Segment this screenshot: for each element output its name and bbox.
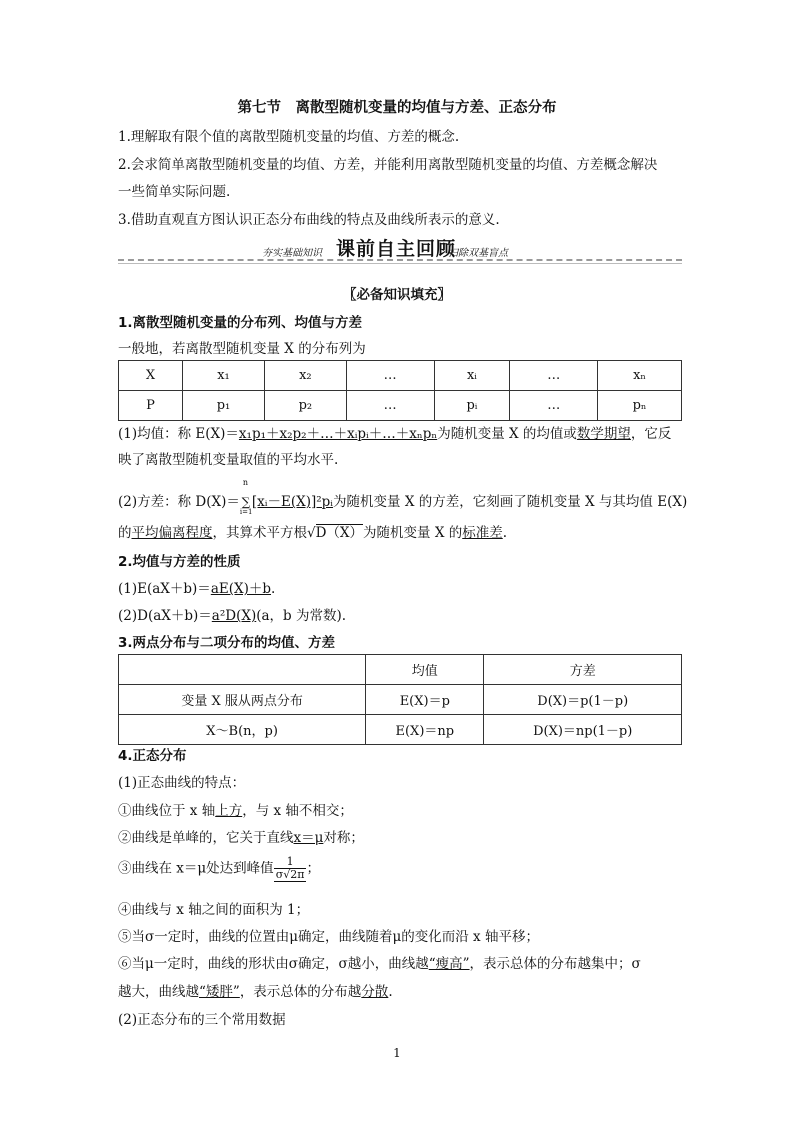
table-cell: 均值: [366, 655, 484, 685]
distribution-table: [118, 360, 682, 421]
sqrt-content: D（X）: [315, 525, 364, 541]
normal-common-data: (2)正态分布的三个常用数据: [118, 1012, 286, 1028]
text-span: ，表示总体的分布越: [239, 984, 362, 1000]
table-cell: E(X)＝np: [366, 715, 484, 745]
table-row: [119, 655, 682, 685]
section-3-heading: 3.两点分布与二项分布的均值、方差: [118, 635, 336, 651]
objective-2-cont: 一些简单实际问题.: [118, 184, 231, 200]
section-4-heading: 4.正态分布: [118, 748, 187, 764]
text-span: (1)均值：称 E(X)＝: [118, 426, 239, 442]
table-cell: 变量 X 服从两点分布: [119, 685, 366, 715]
table-row: [119, 685, 682, 715]
variance-formula: [xᵢ－E(X)]²pᵢ: [251, 494, 334, 510]
text-span: 的: [118, 525, 132, 541]
banner-title: 课前自主回顾: [336, 238, 457, 260]
feature-2: [118, 826, 364, 846]
section-box-title: 〖必备知识填充〗: [343, 287, 451, 303]
banner-left-text: 夯实基础知识: [262, 248, 322, 259]
text-span: 为随机变量 X 的均值或: [437, 426, 577, 442]
table-cell: X～B(n，p): [119, 715, 366, 745]
text-span: (2)D(aX＋b)＝: [118, 608, 212, 624]
text-span: (a，b 为常数).: [256, 608, 347, 624]
table-cell: …: [346, 361, 434, 391]
section-1-intro: 一般地，若离散型随机变量 X 的分布列为: [118, 341, 366, 357]
text-span: 为随机变量 X 的: [363, 525, 463, 541]
property-2-answer: a²D(X): [211, 608, 257, 624]
text-span: 越大，曲线越: [118, 984, 199, 1000]
property-1-answer: aE(X)＋b: [210, 581, 272, 597]
table-cell: …: [510, 391, 598, 421]
text-span: .: [388, 984, 393, 1000]
peak-value-fraction: [274, 856, 307, 882]
objective-2: 2.会求简单离散型随机变量的均值、方差，并能利用离散型随机变量的均值、方差概念解决: [118, 157, 658, 173]
table-cell: X: [119, 361, 183, 391]
page-number: 1: [393, 1046, 401, 1060]
table-cell: xₙ: [598, 361, 682, 391]
feature-6: [118, 952, 641, 972]
table-cell: x₁: [183, 361, 265, 391]
banner-right-text: 扫除双基盲点: [448, 248, 508, 259]
page-title: 第七节 离散型随机变量的均值与方差、正态分布: [237, 100, 557, 116]
text-span: ①曲线位于 x 轴: [118, 803, 216, 819]
table-cell: E(X)＝p: [366, 685, 484, 715]
table-cell: p₁: [183, 391, 265, 421]
sqrt-symbol: √: [307, 525, 316, 541]
table-cell: 方差: [484, 655, 682, 685]
sum-sign: ∑: [241, 495, 251, 509]
section-1-heading: 1.离散型随机变量的分布列、均值与方差: [118, 315, 363, 331]
feature-4: ④曲线与 x 轴之间的面积为 1；: [118, 902, 310, 918]
feature-2-answer: x＝μ: [293, 830, 324, 846]
banner-divider: [118, 259, 682, 261]
term-standard-deviation: 标准差: [462, 525, 503, 541]
table-cell: D(X)＝p(1－p): [484, 685, 682, 715]
text-span: ，它反: [630, 426, 672, 442]
table-cell: xᵢ: [434, 361, 510, 391]
mean-formula: x₁p₁＋x₂p₂＋…＋xᵢpᵢ＋…＋xₙpₙ: [238, 426, 438, 442]
text-span: ⑥当μ一定时，曲线的形状由σ确定，σ越小，曲线越: [118, 956, 429, 972]
banner-divider-2: [118, 263, 682, 264]
mean-definition-cont: 映了离散型随机变量取值的平均水平.: [118, 452, 339, 468]
objective-3: 3.借助直观直方图认识正态分布曲线的特点及曲线所表示的意义.: [118, 212, 500, 228]
text-span: ，其算术平方根: [212, 525, 307, 541]
table-cell: pᵢ: [434, 391, 510, 421]
feature-6-answer-c: 分散: [361, 984, 389, 1000]
text-span: (2)方差：称 D(X)＝: [118, 494, 240, 510]
table-cell: …: [346, 391, 434, 421]
text-span: (1)E(aX＋b)＝: [118, 581, 211, 597]
feature-1: [118, 799, 353, 819]
table-cell: P: [119, 391, 183, 421]
term-mean-deviation: 平均偏离程度: [131, 525, 213, 541]
table-cell: …: [510, 361, 598, 391]
feature-6-answer-b: “矮胖”: [199, 984, 240, 1000]
text-span: ③曲线在 x＝μ处达到峰值: [118, 860, 274, 877]
normal-curve-features: (1)正态曲线的特点：: [118, 775, 246, 791]
text-span: 为随机变量 X 的方差，它刻画了随机变量 X 与其均值 E(X): [333, 494, 688, 510]
text-span: ②曲线是单峰的，它关于直线: [118, 830, 294, 846]
text-span: .: [502, 525, 508, 541]
feature-3: [118, 856, 320, 882]
term-expectation: 数学期望: [576, 426, 631, 442]
feature-6-answer-a: “瘦高”: [428, 956, 470, 972]
summation-symbol: [239, 478, 253, 516]
feature-6-cont: [118, 980, 393, 1000]
variance-definition-cont: [118, 521, 507, 541]
objective-1: 1.理解取有限个值的离散型随机变量的均值、方差的概念.: [118, 129, 460, 145]
text-span: ；: [306, 860, 320, 877]
table-cell: x₂: [264, 361, 346, 391]
fraction-denominator: σ√2π: [275, 868, 305, 881]
mean-definition: [118, 422, 671, 442]
section-2-heading: 2.均值与方差的性质: [118, 554, 241, 570]
property-2: [118, 604, 346, 624]
sum-upper: n: [242, 478, 249, 487]
property-1: [118, 577, 275, 597]
feature-1-answer: 上方: [215, 803, 243, 819]
text-span: 对称；: [323, 830, 364, 846]
text-span: ，与 x 轴不相交；: [242, 803, 353, 819]
table-cell: [119, 655, 366, 685]
table-cell: D(X)＝np(1－p): [484, 715, 682, 745]
feature-5: ⑤当σ一定时，曲线的位置由μ确定，曲线随着μ的变化而沿 x 轴平移；: [118, 929, 539, 945]
distribution-summary-table: [118, 654, 682, 745]
text-span: ，表示总体的分布越集中；σ: [469, 956, 641, 972]
table-row: [119, 391, 682, 421]
table-row: [119, 361, 682, 391]
sum-lower: i=1: [239, 508, 253, 516]
text-span: .: [271, 581, 276, 597]
table-row: [119, 715, 682, 745]
variance-definition: [118, 478, 688, 516]
fraction-numerator: 1: [274, 856, 307, 869]
table-cell: pₙ: [598, 391, 682, 421]
table-cell: p₂: [264, 391, 346, 421]
